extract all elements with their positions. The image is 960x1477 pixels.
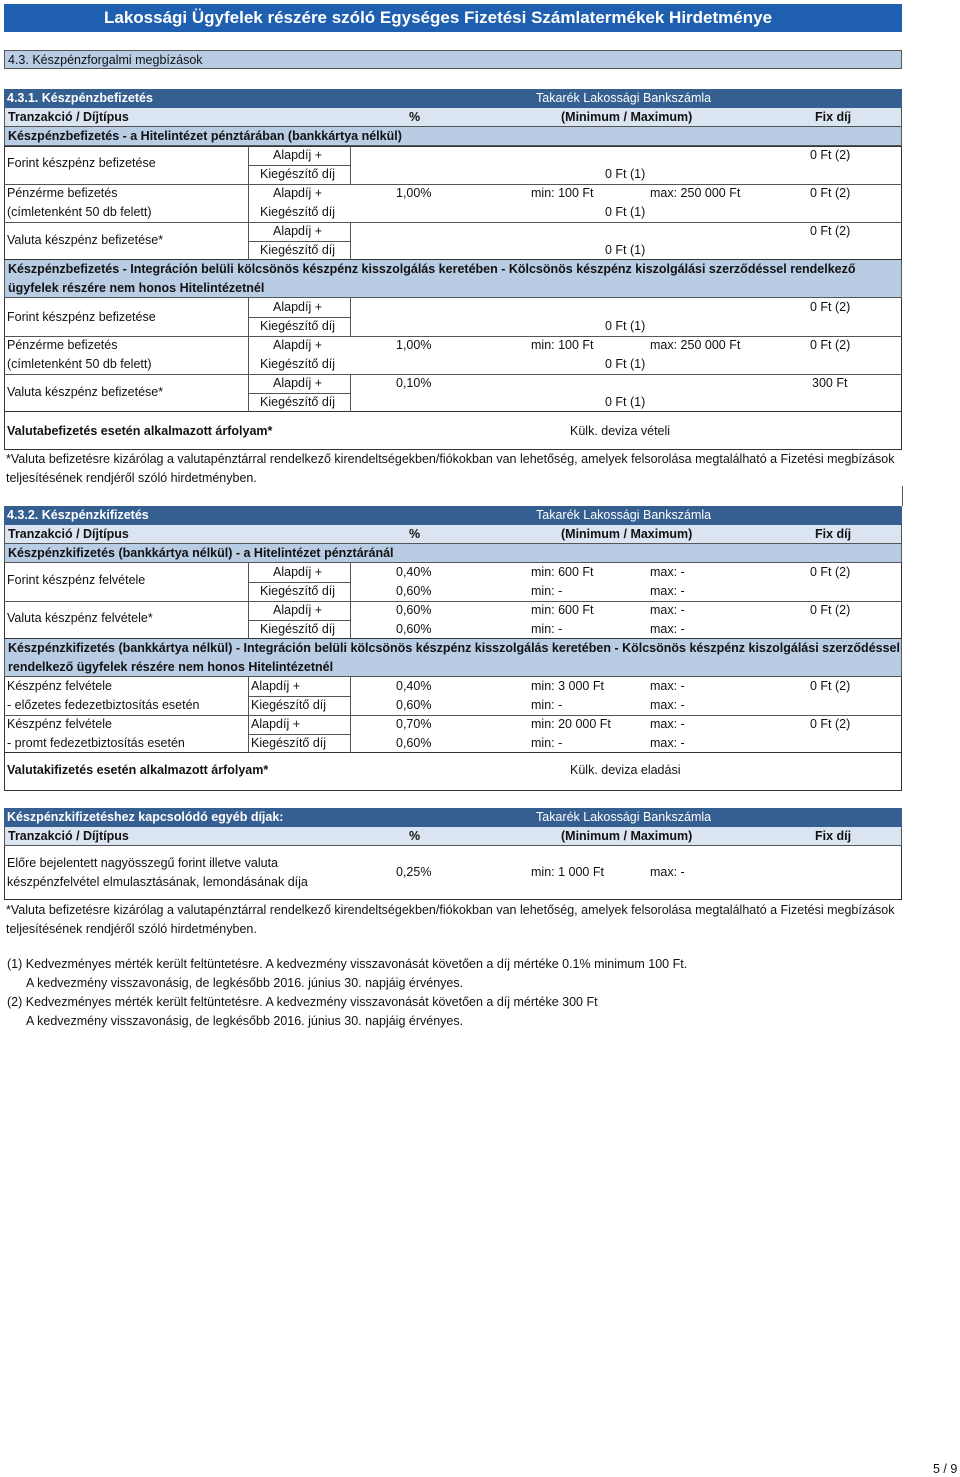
min-value: min: 600 Ft	[531, 565, 594, 579]
max-value: max: -	[650, 565, 685, 579]
max-value: max: -	[650, 679, 685, 693]
pct-value: 0,70%	[396, 717, 432, 731]
rate-value: Külk. deviza eladási	[570, 763, 681, 777]
kiegeszito-label: Kiegészítő díj	[260, 622, 336, 636]
section-title: Készpénzkifizetéshez kapcsolódó egyéb díjak:	[7, 810, 284, 824]
min-value: min: 3 000 Ft	[531, 679, 604, 693]
kieg-fee: 0 Ft (1)	[605, 319, 646, 333]
alapdij-label: Alapdíj +	[273, 148, 322, 162]
product-name: Takarék Lakossági Bankszámla	[536, 91, 712, 105]
min-value: min: 1 000 Ft	[531, 865, 604, 879]
max-value: max: 250 000 Ft	[650, 186, 741, 200]
note-2-validity: A kedvezmény visszavonásig, de legkésőbb 2016. június 30. napjáig érvényes.	[26, 1014, 464, 1028]
note-1: (1) Kedvezményes mérték került feltüntetésre. A kedvezmény visszavonását követően a díj mértéke 0.1% minimum 100 Ft.	[7, 957, 688, 971]
rate-value: Külk. deviza vételi	[570, 424, 671, 438]
pct-value: 0,60%	[396, 622, 432, 636]
pct-value: 1,00%	[396, 338, 432, 352]
fix-fee: 0 Ft (2)	[810, 679, 851, 693]
max-value: max: -	[650, 603, 685, 617]
kieg-fee: 0 Ft (1)	[605, 243, 646, 257]
column-header-row	[4, 827, 902, 846]
row-keszpenz-felvetele: Készpénz felvétele	[7, 717, 112, 731]
fix-fee: 0 Ft (2)	[810, 300, 851, 314]
fix-fee: 0 Ft (2)	[810, 148, 851, 162]
section-title: 4.3.1. Készpénzbefizetés	[7, 91, 153, 105]
fix-fee: 0 Ft (2)	[810, 186, 851, 200]
col-minmax: (Minimum / Maximum)	[561, 829, 693, 843]
document-title: Lakossági Ügyfelek részére szóló Egységes Fizetési Számlatermékek Hirdetménye	[4, 4, 902, 32]
note-2: (2) Kedvezményes mérték került feltüntetésre. A kedvezmény visszavonását követően a díj mértéke 300 Ft	[7, 995, 598, 1009]
page-number: 5 / 9	[933, 1462, 958, 1476]
alapdij-label: Alapdíj +	[273, 300, 322, 314]
max-value: max: -	[650, 736, 685, 750]
note-1-validity: A kedvezmény visszavonásig, de legkésőbb 2016. június 30. napjáig érvényes.	[26, 976, 464, 990]
fix-fee: 0 Ft (2)	[810, 338, 851, 352]
cash-deposit-header	[4, 89, 902, 108]
col-tranzakcio: Tranzakció / Díjtípus	[8, 527, 129, 541]
fix-fee: 0 Ft (2)	[810, 717, 851, 731]
row-valuta-befizetes: Valuta készpénz befizetése*	[7, 385, 164, 399]
kiegeszito-label: Kiegészítő díj	[260, 243, 336, 257]
kiegeszito-label: Kiegészítő díj	[260, 319, 336, 333]
row-penzerme: Pénzérme befizetés	[7, 186, 118, 200]
min-value: min: -	[531, 736, 563, 750]
max-value: max: -	[650, 584, 685, 598]
min-value: min: -	[531, 584, 563, 598]
kiegeszito-label: Kiegészítő díj	[260, 584, 336, 598]
min-value: min: 100 Ft	[531, 186, 594, 200]
col-tranzakcio: Tranzakció / Díjtípus	[8, 829, 129, 843]
other-fees-header	[4, 808, 902, 827]
kieg-fee: 0 Ft (1)	[605, 205, 646, 219]
pct-value: 0,25%	[396, 865, 432, 879]
alapdij-label: Alapdíj +	[251, 679, 300, 693]
subsection-integration: Készpénzkifizetés (bankkártya nélkül) - Integráción belüli kölcsönös készpénz kisszolgálás keretében - Kölcsönös készpénz kiszolgálási szerződéssel rendelkező ügyfelek részére nem honos Hitelintézetnél	[4, 639, 902, 677]
kieg-fee: 0 Ft (1)	[605, 395, 646, 409]
min-value: min: -	[531, 622, 563, 636]
col-percent: %	[409, 110, 421, 124]
col-fixdij: Fix díj	[815, 829, 852, 843]
row-forint-befizetes: Forint készpénz befizetése	[7, 156, 156, 170]
max-value: max: -	[650, 717, 685, 731]
row-nagyosszegu-1: Előre bejelentett nagyösszegű forint illetve valuta	[7, 856, 278, 870]
cash-withdrawal-header	[4, 506, 902, 525]
kiegeszito-label: Kiegészítő díj	[251, 736, 327, 750]
alapdij-label: Alapdíj +	[273, 603, 322, 617]
fix-fee: 0 Ft (2)	[810, 224, 851, 238]
row-keszpenz-felvetele: Készpénz felvétele	[7, 679, 112, 693]
row-valuta-felvetel: Valuta készpénz felvétele*	[7, 611, 153, 625]
pct-value: 0,40%	[396, 565, 432, 579]
pct-value: 0,10%	[396, 376, 432, 390]
subsection-cashier: Készpénzkifizetés (bankkártya nélkül) - a Hitelintézet pénztáránál	[4, 544, 902, 563]
col-fixdij: Fix díj	[815, 527, 852, 541]
max-value: max: -	[650, 865, 685, 879]
pct-value: 0,40%	[396, 679, 432, 693]
kiegeszito-label: Kiegészítő díj	[260, 205, 336, 219]
pct-value: 0,60%	[396, 736, 432, 750]
row-penzerme-note: (címletenként 50 db felett)	[7, 357, 152, 371]
alapdij-label: Alapdíj +	[273, 224, 322, 238]
kiegeszito-label: Kiegészítő díj	[260, 357, 336, 371]
other-fees-table	[4, 846, 902, 900]
min-value: min: -	[531, 698, 563, 712]
col-fixdij: Fix díj	[815, 110, 852, 124]
product-name: Takarék Lakossági Bankszámla	[536, 508, 712, 522]
kiegeszito-label: Kiegészítő díj	[260, 395, 336, 409]
row-valuta-befizetes: Valuta készpénz befizetése*	[7, 233, 164, 247]
alapdij-label: Alapdíj +	[273, 565, 322, 579]
alapdij-label: Alapdíj +	[273, 376, 322, 390]
rate-label: Valutakifizetés esetén alkalmazott árfolyam*	[7, 763, 269, 777]
pct-value: 0,60%	[396, 603, 432, 617]
col-percent: %	[409, 829, 421, 843]
kiegeszito-label: Kiegészítő díj	[251, 698, 327, 712]
min-value: min: 20 000 Ft	[531, 717, 611, 731]
column-header-row	[4, 525, 902, 544]
subsection-cashier: Készpénzbefizetés - a Hitelintézet pénztárában (bankkártya nélkül)	[4, 127, 902, 146]
kieg-fee: 0 Ft (1)	[605, 167, 646, 181]
pct-value: 1,00%	[396, 186, 432, 200]
product-name: Takarék Lakossági Bankszámla	[536, 810, 712, 824]
pct-value: 0,60%	[396, 584, 432, 598]
rate-label: Valutabefizetés esetén alkalmazott árfolyam*	[7, 424, 273, 438]
min-value: min: 100 Ft	[531, 338, 594, 352]
row-penzerme-note: (címletenként 50 db felett)	[7, 205, 152, 219]
footnote-valuta: *Valuta befizetésre kizárólag a valutapénztárral rendelkező kirendeltségekben/fiókokban van lehetőség, amelyek felsorolása megtalálható a Fizetési megbízások teljesítésének rendjéről szóló hirdetményben.	[6, 452, 895, 485]
kiegeszito-label: Kiegészítő díj	[260, 167, 336, 181]
col-minmax: (Minimum / Maximum)	[561, 527, 693, 541]
section-heading: 4.3. Készpénzforgalmi megbízások	[4, 50, 902, 69]
col-minmax: (Minimum / Maximum)	[561, 110, 693, 124]
pct-value: 0,60%	[396, 698, 432, 712]
row-penzerme: Pénzérme befizetés	[7, 338, 118, 352]
row-promt-fedezet: - promt fedezetbiztosítás esetén	[7, 736, 185, 750]
row-forint-felvetel: Forint készpénz felvétele	[7, 573, 146, 587]
fix-fee: 0 Ft (2)	[810, 603, 851, 617]
alapdij-label: Alapdíj +	[273, 186, 322, 200]
max-value: max: -	[650, 622, 685, 636]
alapdij-label: Alapdíj +	[273, 338, 322, 352]
max-value: max: -	[650, 698, 685, 712]
fix-fee: 300 Ft	[812, 376, 848, 390]
row-elozetes-fedezet: - előzetes fedezetbiztosítás esetén	[7, 698, 200, 712]
row-forint-befizetes: Forint készpénz befizetése	[7, 310, 156, 324]
column-header-row	[4, 108, 902, 127]
kieg-fee: 0 Ft (1)	[605, 357, 646, 371]
subsection-integration: Készpénzbefizetés - Integráción belüli kölcsönös készpénz kisszolgálás keretében - Kölcsönös készpénz kiszolgálási szerződéssel rendelkező ügyfelek részére nem honos Hitelintézetnél	[4, 260, 902, 298]
section-title: 4.3.2. Készpénzkifizetés	[7, 508, 149, 522]
footnote-valuta: *Valuta befizetésre kizárólag a valutapénztárral rendelkező kirendeltségekben/fiókokban van lehetőség, amelyek felsorolása megtalálható a Fizetési megbízások teljesítésének rendjéről szóló hirdetményben.	[6, 903, 895, 936]
alapdij-label: Alapdíj +	[251, 717, 300, 731]
row-nagyosszegu-2: készpénzfelvétel elmulasztásának, lemondásának díja	[7, 875, 308, 889]
fix-fee: 0 Ft (2)	[810, 565, 851, 579]
col-percent: %	[409, 527, 421, 541]
min-value: min: 600 Ft	[531, 603, 594, 617]
max-value: max: 250 000 Ft	[650, 338, 741, 352]
col-tranzakcio: Tranzakció / Díjtípus	[8, 110, 129, 124]
